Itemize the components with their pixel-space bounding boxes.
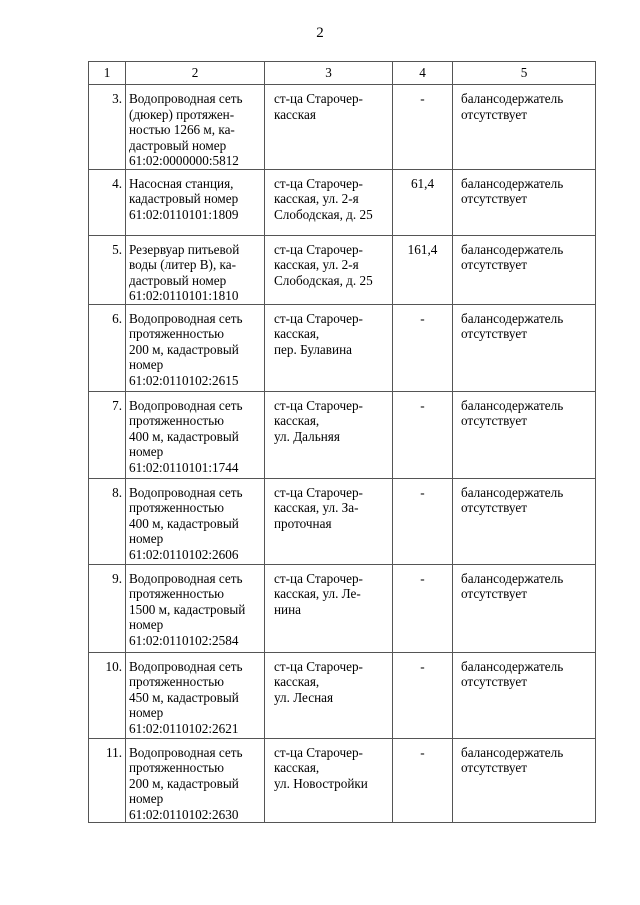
address-cell — [265, 391, 393, 478]
text-line: ул. Дальняя — [274, 428, 340, 444]
text-line: балансодержатель — [461, 175, 564, 191]
text-line: номер — [129, 705, 164, 720]
text-line: 200 м, кадастровый — [129, 341, 239, 357]
row-number-cell: 5. — [89, 235, 126, 304]
page-number: 2 — [316, 25, 324, 41]
text-line: отсутствует — [461, 191, 527, 206]
text-line: кадастровый номер — [129, 191, 239, 206]
text-line: ст-ца Старочер- — [274, 175, 363, 191]
text-line: (дюкер) протяжен- — [129, 106, 235, 122]
address-cell — [265, 652, 393, 738]
text-line: касская, — [274, 760, 320, 775]
area-cell: - — [393, 738, 453, 823]
text-line: отсутствует — [461, 760, 527, 775]
text-line: ст-ца Старочер- — [274, 397, 363, 413]
text-line: касская, — [274, 674, 320, 689]
balance-holder-cell — [453, 478, 596, 564]
text-line: номер — [129, 617, 164, 632]
row-number-cell: 7. — [89, 391, 126, 478]
balance-holder-cell — [453, 652, 596, 738]
text-line: касская, ул. 2-я — [274, 257, 359, 272]
text-line: Водопроводная сеть — [129, 570, 243, 586]
text-line: касская, ул. Ле- — [274, 586, 361, 601]
text-line: 61:02:0110101:1744 — [129, 459, 239, 475]
header-row — [89, 62, 596, 85]
row-number-cell: 10. — [89, 652, 126, 738]
text-line: Слободская, д. 25 — [274, 206, 373, 222]
text-line: Водопроводная сеть — [129, 91, 243, 106]
text-line: балансодержатель — [461, 570, 564, 586]
table-row — [89, 478, 596, 564]
table-row — [89, 235, 596, 304]
text-line: ул. Новостройки — [274, 775, 368, 791]
text-line: Насосная станция, — [129, 175, 234, 191]
text-line: касская, ул. За- — [274, 500, 359, 515]
text-line: касская, — [274, 326, 320, 341]
header-col-4: 4 — [393, 62, 453, 85]
area-cell: 61,4 — [393, 169, 453, 235]
text-line: протяженностью — [129, 674, 225, 689]
text-line: 450 м, кадастровый — [129, 689, 239, 705]
text-line: балансодержатель — [461, 310, 564, 326]
text-line: Резервуар питьевой — [129, 241, 240, 257]
object-name-cell — [126, 652, 265, 738]
text-line: ст-ца Старочер- — [274, 658, 363, 674]
balance-holder-cell — [453, 235, 596, 304]
text-line: балансодержатель — [461, 484, 564, 500]
text-line: балансодержатель — [461, 658, 564, 674]
table-row — [89, 652, 596, 738]
address-cell — [265, 304, 393, 391]
text-line: отсутствует — [461, 500, 527, 515]
row-number-cell: 11. — [89, 738, 126, 823]
balance-holder-cell — [453, 169, 596, 235]
text-line: ул. Лесная — [274, 689, 334, 705]
row-number-cell: 8. — [89, 478, 126, 564]
area-cell: - — [393, 304, 453, 391]
text-line: 61:02:0000000:5812 — [129, 153, 239, 168]
text-line: проточная — [274, 515, 332, 531]
object-name-cell — [126, 169, 265, 235]
text-line: ст-ца Старочер- — [274, 91, 363, 106]
address-cell — [265, 85, 393, 170]
text-line: ст-ца Старочер- — [274, 570, 363, 586]
address-cell — [265, 235, 393, 304]
text-line: протяженностью — [129, 413, 225, 428]
text-line: номер — [129, 791, 164, 806]
object-name-cell — [126, 304, 265, 391]
balance-holder-cell — [453, 391, 596, 478]
row-number-cell: 9. — [89, 564, 126, 652]
text-line: отсутствует — [461, 674, 527, 689]
text-line: пер. Булавина — [274, 341, 352, 357]
balance-holder-cell — [453, 85, 596, 170]
object-name-cell — [126, 564, 265, 652]
text-line: номер — [129, 531, 164, 546]
address-cell — [265, 564, 393, 652]
table-row — [89, 738, 596, 823]
object-name-cell — [126, 478, 265, 564]
area-cell: 161,4 — [393, 235, 453, 304]
property-table — [88, 61, 596, 823]
header-col-5: 5 — [453, 62, 596, 85]
object-name-cell — [126, 235, 265, 304]
text-line: Водопроводная сеть — [129, 397, 243, 413]
text-line: отсутствует — [461, 413, 527, 428]
balance-holder-cell — [453, 304, 596, 391]
text-line: отсутствует — [461, 257, 527, 272]
text-line: балансодержатель — [461, 744, 564, 760]
area-cell: - — [393, 564, 453, 652]
text-line: Водопроводная сеть — [129, 744, 243, 760]
area-cell: - — [393, 652, 453, 738]
text-line: протяженностью — [129, 760, 225, 775]
table-row — [89, 391, 596, 478]
header-col-2: 2 — [126, 62, 265, 85]
text-line: дастровый номер — [129, 137, 227, 153]
text-line: протяженностью — [129, 500, 225, 515]
text-line: 61:02:0110102:2630 — [129, 806, 239, 822]
text-line: Водопроводная сеть — [129, 310, 243, 326]
text-line: протяженностью — [129, 586, 225, 601]
text-line: Водопроводная сеть — [129, 658, 243, 674]
text-line: 61:02:0110101:1809 — [129, 206, 239, 222]
address-cell — [265, 478, 393, 564]
table-row — [89, 304, 596, 391]
area-cell: - — [393, 391, 453, 478]
text-line: ст-ца Старочер- — [274, 310, 363, 326]
object-name-cell — [126, 85, 265, 170]
area-cell: - — [393, 478, 453, 564]
text-line: балансодержатель — [461, 397, 564, 413]
text-line: отсутствует — [461, 326, 527, 341]
text-line: балансодержатель — [461, 241, 564, 257]
text-line: 61:02:0110102:2584 — [129, 632, 239, 648]
text-line: отсутствует — [461, 106, 527, 122]
header-col-1: 1 — [89, 62, 126, 85]
text-line: 61:02:0110102:2615 — [129, 372, 239, 388]
text-line: касская — [274, 106, 316, 122]
table-row — [89, 169, 596, 235]
row-number-cell: 3. — [89, 85, 126, 170]
text-line: протяженностью — [129, 326, 225, 341]
text-line: номер — [129, 357, 164, 372]
text-line: 1500 м, кадастровый — [129, 601, 246, 617]
row-number-cell: 6. — [89, 304, 126, 391]
text-line: 400 м, кадастровый — [129, 515, 239, 531]
object-name-cell — [126, 738, 265, 823]
text-line: касская, ул. 2-я — [274, 191, 359, 206]
text-line: дастровый номер — [129, 272, 227, 288]
table-header — [89, 62, 596, 85]
row-number-cell: 4. — [89, 169, 126, 235]
table-row — [89, 85, 596, 170]
text-line: номер — [129, 444, 164, 459]
text-line: 200 м, кадастровый — [129, 775, 239, 791]
text-line: 61:02:0110102:2621 — [129, 720, 239, 736]
text-line: ст-ца Старочер- — [274, 484, 363, 500]
balance-holder-cell — [453, 564, 596, 652]
text-line: нина — [274, 601, 302, 617]
text-line: ст-ца Старочер- — [274, 744, 363, 760]
text-line: 61:02:0110102:2606 — [129, 546, 239, 562]
object-name-cell — [126, 391, 265, 478]
text-line: Водопроводная сеть — [129, 484, 243, 500]
address-cell — [265, 738, 393, 823]
text-line: Слободская, д. 25 — [274, 272, 373, 288]
text-line: ностью 1266 м, ка- — [129, 122, 235, 137]
text-line: воды (литер В), ка- — [129, 257, 236, 272]
header-col-3: 3 — [265, 62, 393, 85]
address-cell — [265, 169, 393, 235]
text-line: ст-ца Старочер- — [274, 241, 363, 257]
balance-holder-cell — [453, 738, 596, 823]
text-line: касская, — [274, 413, 320, 428]
text-line: 61:02:0110101:1810 — [129, 288, 239, 303]
area-cell: - — [393, 85, 453, 170]
text-line: балансодержатель — [461, 91, 564, 106]
text-line: отсутствует — [461, 586, 527, 601]
table-row — [89, 564, 596, 652]
text-line: 400 м, кадастровый — [129, 428, 239, 444]
table-body — [89, 85, 596, 823]
